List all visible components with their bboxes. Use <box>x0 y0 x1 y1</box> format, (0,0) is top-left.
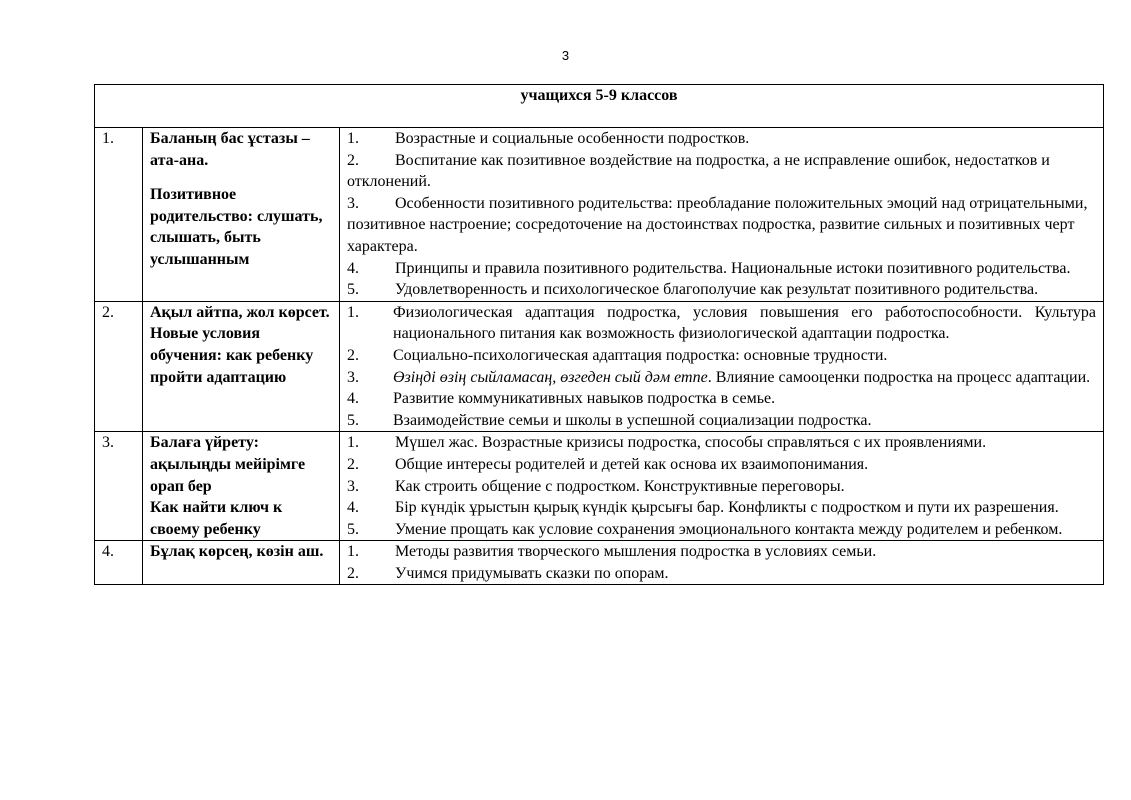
list-item: 4. Принципы и правила позитивного родительства. Национальные истоки позитивного родительства. <box>347 259 1071 277</box>
table-row <box>95 432 1104 541</box>
items-cell <box>340 301 1104 432</box>
page-number: 3 <box>561 48 570 63</box>
topic-cell <box>143 128 340 302</box>
program-table <box>94 84 1104 585</box>
table-row <box>95 541 1104 585</box>
topic-cell <box>143 432 340 541</box>
list-item: 3. Өзіңді өзің сыйламасаң, өзгеден сый дәм етпе. Влияние самооценки подростка на процесс адаптации. <box>347 368 1091 386</box>
topic-title-kz: Бұлақ көрсең, көзін аш. <box>150 543 324 561</box>
items-cell <box>340 128 1104 302</box>
list-item: 4. Развитие коммуникативных навыков подростка в семье. <box>347 390 776 408</box>
list-item: 2. Социально-психологическая адаптация подростка: основные трудности. <box>347 346 888 364</box>
table-row <box>95 301 1104 432</box>
list-item: 5. Удовлетворенность и психологическое благополучие как результат позитивного родительства. <box>347 281 1039 299</box>
topic-title-kz: Баланың бас ұстазы – ата-ана. <box>150 130 310 169</box>
list-item: 5. Умение прощать как условие сохранения эмоционального контакта между родителем и ребенком. <box>347 520 1063 538</box>
list-item: 3. Как строить общение с подростком. Конструктивные переговоры. <box>347 477 845 495</box>
kazakh-proverb: Өзіңді өзің сыйламасаң, өзгеден сый дәм етпе <box>393 368 708 386</box>
row-number: 2. <box>95 301 143 432</box>
list-item: 2. Общие интересы родителей и детей как основа их взаимопонимания. <box>347 455 869 473</box>
table-row <box>95 128 1104 302</box>
list-item: 1. Мүшел жас. Возрастные кризисы подростка, способы справляться с их проявлениями. <box>347 434 987 452</box>
row-number: 3. <box>95 432 143 541</box>
list-item: 1. Возрастные и социальные особенности подростков. <box>347 130 750 147</box>
items-cell <box>340 541 1104 585</box>
list-item: 3. Особенности позитивного родительства: преобладание положительных эмоций над отрицательными, позитивное настроение; сосредоточение на достоинствах подростка, развитие сильных и позитивных черт характера. <box>347 194 1088 255</box>
topic-title-ru: Как найти ключ к своему ребенку <box>150 499 283 538</box>
list-item: 2. Учимся придумывать сказки по опорам. <box>347 564 669 582</box>
topic-cell <box>143 541 340 585</box>
list-item: 2. Воспитание как позитивное воздействие на подростка, а не исправление ошибок, недостатков и отклонений. <box>347 151 1050 191</box>
topic-title-kz: Ақыл айтпа, жол көрсет. <box>150 303 330 321</box>
row-number: 4. <box>95 541 143 585</box>
row-number: 1. <box>95 128 143 302</box>
topic-cell <box>143 301 340 432</box>
list-item: 1. Методы развития творческого мышления подростка в условиях семьи. <box>347 543 877 561</box>
topic-title-kz: Балаға үйрету: ақылыңды мейірімге орап бер <box>150 434 306 495</box>
list-item: 4. Бір күндік ұрыстын қырық күндік қырсығы бар. Конфликты с подростком и пути их разрешения. <box>347 499 1059 517</box>
items-cell <box>340 432 1104 541</box>
table-heading-row <box>95 85 1104 128</box>
topic-title-ru: Новые условия обучения: как ребенку пройти адаптацию <box>150 325 314 386</box>
table-heading: учащихся 5-9 классов <box>95 85 1104 128</box>
list-item: 5. Взаимодействие семьи и школы в успешной социализации подростка. <box>347 411 872 429</box>
topic-title-ru: Позитивное родительство: слушать, слышать, быть услышанным <box>150 186 323 268</box>
list-item: 1. Физиологическая адаптация подростка, условия повышения его работоспособности. Культура национального питания как возможность физиологической адаптации подростка. <box>347 303 1097 343</box>
